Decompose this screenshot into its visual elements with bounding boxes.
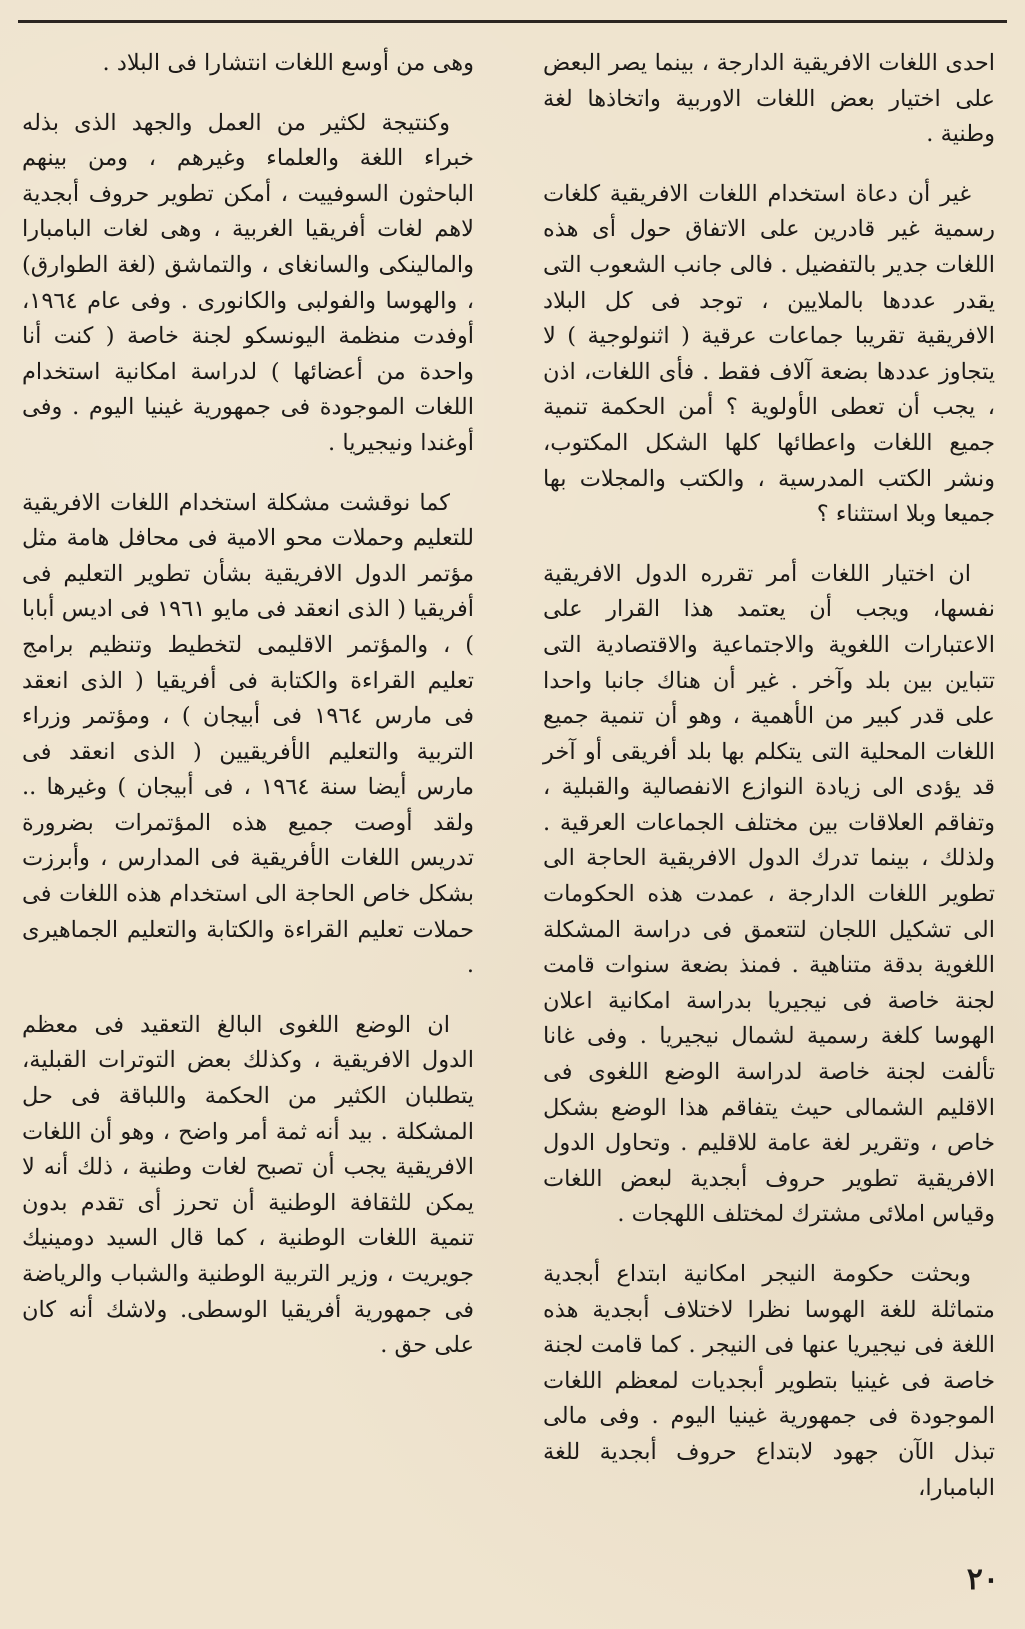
right-paragraph-1: احدى اللغات الافريقية الدارجة ، بينما يصر البعض على اختيار بعض اللغات الاوربية واتخاذها لغة وطنية . <box>543 50 995 148</box>
right-paragraph-3: ان اختيار اللغات أمر تقرره الدول الافريقية نفسها، ويجب أن يعتمد هذا القرار على الاعتبارات اللغوية والاجتماعية والاقتصادية التى تتباين بين بلد وآخر . غير أن هناك جانبا واحدا على قدر كبير من الأهمية ، وهو أن تنمية جميع اللغات المحلية التى يتكلم بها بلد أفريقى أو آخر قد يؤدى الى زيادة النوازع الانفصالية والقبلية ، وتفاقم العلاقات بين مختلف الجماعات العرقية . ولذلك ، بينما تدرك الدول الافريقية الحاجة الى تطوير اللغات الدارجة ، عمدت هذه الحكومات الى تشكيل اللجان لتتعمق فى دراسة المشكلة اللغوية بدقة متناهية . فمنذ بضعة سنوات قامت لجنة خاصة فى نيجيريا بدراسة امكانية اعلان الهوسا كلغة رسمية لشمال نيجيريا . وفى غانا تألفت لجنة خاصة لدراسة الوضع اللغوى فى الاقليم الشمالى حيث يتفاقم هذا الوضع بشكل خاص ، وتقرير لغة عامة للاقليم . وتحاول الدول الافريقية تطوير حروف أبجدية لبعض اللغات وقياس املائى مشترك لمختلف اللهجات . <box>543 560 995 1228</box>
left-text-column <box>22 46 474 1388</box>
right-paragraph-4: وبحثت حكومة النيجر امكانية ابتداع أبجدية متماثلة للغة الهوسا نظرا لاختلاف أبجدية هذه اللغة فى نيجيريا عنها فى النيجر . كما قامت لجنة خاصة فى غينيا بتطوير أبجديات لمعظم اللغات الموجودة فى جمهورية غينيا اليوم . وفى مالى تبذل الآن جهود لابتداع حروف أبجدية للغة البامبارا، <box>543 1261 995 1501</box>
left-paragraph-2: وكنتيجة لكثير من العمل والجهد الذى بذله خبراء اللغة والعلماء وغيرهم ، ومن بينهم الباحثون السوفييت ، أمكن تطوير حروف أبجدية لاهم لغات أفريقيا الغربية ، وهى لغات البامبارا والمالينكى والسانغاى ، والتماشق (لغة الطوارق) ، والهوسا والفولبى والكانورى . وفى عام ١٩٦٤، أوفدت منظمة اليونسكو لجنة خاصة ( كنت أنا واحدة من أعضائها ) لدراسة امكانية استخدام اللغات الموجودة فى جمهورية غينيا اليوم . وفى أوغندا ونيجيريا . <box>22 109 474 456</box>
left-paragraph-1: وهى من أوسع اللغات انتشارا فى البلاد . <box>102 50 474 76</box>
top-divider-rule <box>18 20 1007 23</box>
page-number: ٢٠ <box>966 1562 999 1597</box>
right-text-column <box>543 46 995 1530</box>
left-paragraph-4: ان الوضع اللغوى البالغ التعقيد فى معظم الدول الافريقية ، وكذلك بعض التوترات القبلية، يتطلبان الكثير من الحكمة واللباقة فى حل المشكلة . بيد أنه ثمة أمر واضح ، وهو أن اللغات الافريقية يجب أن تصبح لغات وطنية ، ذلك أنه لا يمكن للثقافة الوطنية أن تحرز أى تقدم بدون تنمية اللغات الوطنية ، كما قال السيد دومينيك جويريت ، وزير التربية الوطنية والشباب والرياضة فى جمهورية أفريقيا الوسطى. ولاشك أنه كان على حق . <box>22 1011 474 1359</box>
right-paragraph-2: غير أن دعاة استخدام اللغات الافريقية كلغات رسمية غير قادرين على الاتفاق حول أى هذه اللغات جدير بالتفضيل . فالى جانب الشعوب التى يقدر عددها بالملايين ، توجد فى كل البلاد الافريقية تقريبا جماعات عرقية ( اثنولوجية ) لا يتجاوز عددها بضعة آلاف فقط . فأى اللغات، اذن ، يجب أن تعطى الأولوية ؟ أمن الحكمة تنمية جميع اللغات واعطائها كلها الشكل المكتوب، ونشر الكتب المدرسية ، والكتب والمجلات بها جميعا وبلا استثناء ؟ <box>543 180 995 528</box>
left-paragraph-3: كما نوقشت مشكلة استخدام اللغات الافريقية للتعليم وحملات محو الامية فى محافل هامة مثل مؤتمر الدول الافريقية بشأن تطوير التعليم فى أفريقيا ( الذى انعقد فى مايو ١٩٦١ فى اديس أبابا ) ، والمؤتمر الاقليمى لتخطيط وتنظيم برامج تعليم القراءة والكتابة فى أفريقيا ( الذى انعقد فى مارس ١٩٦٤ فى أبيجان ) ، ومؤتمر وزراء التربية والتعليم الأفريقيين ( الذى انعقد فى مارس أيضا سنة ١٩٦٤ ، فى أبيجان ) وغيرها .. ولقد أوصت جميع هذه المؤتمرات بضرورة تدريس اللغات الأفريقية فى المدارس ، وأبرزت بشكل خاص الحاجة الى استخدام هذه اللغات فى حملات تعليم القراءة والكتابة والتعليم الجماهيرى . <box>22 489 475 979</box>
